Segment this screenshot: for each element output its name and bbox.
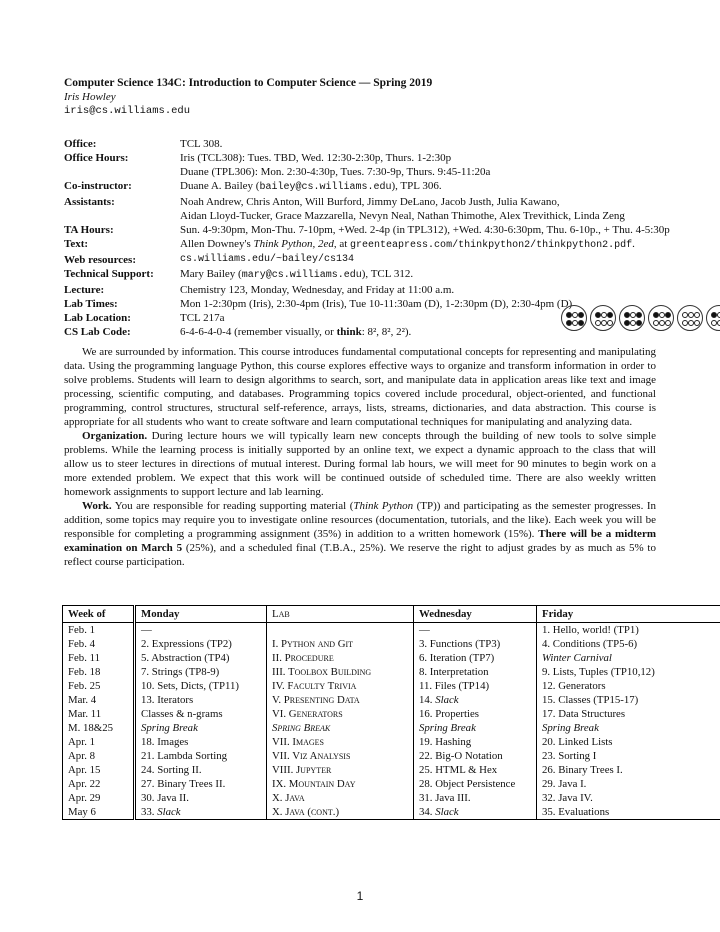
cell-mon: 30. Java II. bbox=[135, 791, 267, 805]
table-row bbox=[63, 791, 720, 805]
column-header: Friday bbox=[537, 606, 720, 623]
info-label: Lab Times: bbox=[64, 298, 118, 310]
table-row bbox=[63, 693, 720, 707]
info-label: Technical Support: bbox=[64, 268, 154, 280]
cell-mon bbox=[135, 805, 267, 820]
cell-mon: 5. Abstraction (TP4) bbox=[135, 651, 267, 665]
cell-week: Feb. 11 bbox=[63, 651, 135, 665]
text: Slack bbox=[435, 806, 459, 818]
info-label: Assistants: bbox=[64, 196, 115, 208]
info-label: Lecture: bbox=[64, 284, 105, 296]
info-web bbox=[64, 253, 720, 267]
info-office-hours bbox=[64, 151, 720, 165]
text: (25%), and a scheduled final (T.B.A., 25%). We reserve the right to adjust grades by as much as 5% to reflect course participation. bbox=[64, 542, 656, 568]
cell-fri: 12. Generators bbox=[542, 680, 606, 692]
table-row bbox=[63, 749, 720, 763]
info-label: Office Hours: bbox=[64, 152, 129, 164]
cell-fri: 29. Java I. bbox=[542, 778, 587, 790]
text: 14. bbox=[419, 694, 436, 706]
cell-lab: VII. Viz Analysis bbox=[267, 749, 414, 763]
cell-week: M. 18&25 bbox=[63, 721, 135, 735]
info-label: Lab Location: bbox=[64, 312, 131, 324]
dot bbox=[607, 312, 613, 318]
cell-wed: 16. Properties bbox=[414, 707, 537, 721]
cell-week: Apr. 29 bbox=[63, 791, 135, 805]
work-paragraph bbox=[64, 499, 656, 569]
cell-mon: 21. Lambda Sorting bbox=[135, 749, 267, 763]
lab-code-die bbox=[619, 305, 645, 331]
column-header: Week of bbox=[63, 606, 135, 623]
cell-mon: 10. Sets, Dicts, (TP11) bbox=[135, 679, 267, 693]
dot bbox=[607, 320, 613, 326]
paragraph-heading: Organization. bbox=[82, 430, 148, 442]
paragraph-heading: Work. bbox=[82, 500, 112, 512]
cell-week: Apr. 22 bbox=[63, 777, 135, 791]
instructor-name: Iris Howley bbox=[64, 91, 116, 103]
column-header: Monday bbox=[135, 606, 267, 623]
cell-mon: Spring Break bbox=[135, 721, 267, 735]
coinstructor-email[interactable]: bailey@cs.williams.edu bbox=[259, 182, 392, 193]
info-value: Chemistry 123, Monday, Wednesday, and Friday at 11:00 a.m. bbox=[180, 284, 455, 296]
lab-code-die bbox=[648, 305, 674, 331]
midterm-notice: There will be a midterm examination on March 5 bbox=[64, 528, 656, 554]
cell-fri: 23. Sorting I bbox=[542, 750, 597, 762]
schedule-header-row bbox=[63, 606, 720, 623]
text: . bbox=[632, 238, 635, 250]
info-value: Aidan Lloyd-Tucker, Grace Mazzarella, Nevyn Neal, Nathan Thimothe, Alex Trevithick, Linda Zeng bbox=[180, 210, 625, 222]
text: think bbox=[336, 326, 362, 338]
cell-fri: 1. Hello, world! (TP1) bbox=[542, 624, 639, 636]
cell-week: May 6 bbox=[63, 805, 135, 820]
cell-lab bbox=[267, 623, 414, 638]
info-tech-support bbox=[64, 267, 720, 283]
cell-mon: 2. Expressions (TP2) bbox=[135, 637, 267, 651]
cell-week: Feb. 4 bbox=[63, 637, 135, 651]
info-label: Co-instructor: bbox=[64, 180, 132, 192]
info-value: Duane (TPL306): Mon. 2:30-4:30p, Tues. 7:30-9p, Thurs. 9:45-11:20a bbox=[180, 166, 491, 178]
book-title: Think Python, 2ed bbox=[253, 238, 334, 250]
table-row bbox=[63, 637, 720, 651]
cell-fri: 20. Linked Lists bbox=[542, 736, 613, 748]
table-row bbox=[63, 707, 720, 721]
dot bbox=[636, 312, 642, 318]
info-value: TCL 217a bbox=[180, 312, 225, 324]
table-row bbox=[63, 665, 720, 679]
cell-wed: 11. Files (TP14) bbox=[414, 679, 537, 693]
info-lecture bbox=[64, 283, 720, 297]
lab-code-die bbox=[561, 305, 587, 331]
cell-week: Feb. 1 bbox=[63, 623, 135, 638]
cell-wed bbox=[414, 693, 537, 707]
text: 34. bbox=[419, 806, 436, 818]
text: Duane A. Bailey ( bbox=[180, 180, 260, 192]
cell-week: Apr. 8 bbox=[63, 749, 135, 763]
cell-mon: 18. Images bbox=[135, 735, 267, 749]
info-assistants bbox=[64, 195, 720, 209]
cell-fri: 9. Lists, Tuples (TP10,12) bbox=[542, 666, 655, 678]
book-title: Think Python bbox=[353, 500, 414, 512]
info-label: Web resources: bbox=[64, 254, 136, 266]
cell-mon: 27. Binary Trees II. bbox=[135, 777, 267, 791]
info-label: Office: bbox=[64, 138, 97, 150]
column-header: Wednesday bbox=[414, 606, 537, 623]
dot bbox=[665, 312, 671, 318]
info-value: Iris (TCL308): Tues. TBD, Wed. 12:30-2:30p, Thurs. 1-2:30p bbox=[180, 152, 452, 164]
column-header: Lab bbox=[267, 606, 414, 623]
table-row bbox=[63, 679, 720, 693]
cell-week: Feb. 25 bbox=[63, 679, 135, 693]
info-value: Noah Andrew, Chris Anton, Will Burford, Jimmy DeLano, Jacob Justh, Julia Kawano, bbox=[180, 196, 560, 208]
cell-wed: 28. Object Persistence bbox=[414, 777, 537, 791]
lab-code-die bbox=[677, 305, 703, 331]
cell-lab: III. Toolbox Building bbox=[267, 665, 414, 679]
text: Slack bbox=[435, 694, 459, 706]
info-ta-hours bbox=[64, 223, 720, 237]
course-description bbox=[64, 345, 656, 569]
text: : 8², 8², 2²). bbox=[361, 326, 412, 338]
cell-wed bbox=[414, 805, 537, 820]
text: During lecture hours we will typically learn new concepts through the building of new tools to solve simple problems. While the learning process is initially supported by an online text, we expect a dynamic approach to the class that will allow us to steer lectures in directions of mutual interest. During formal lab hours, we will meet for 90 minutes to begin work on a more extended problem. We expect that this work will be continued outside of scheduled time. There are also weekly written homework assignments to support lecture and lab learning. bbox=[64, 430, 656, 498]
cell-mon: 13. Iterators bbox=[135, 693, 267, 707]
organization-paragraph bbox=[64, 429, 656, 499]
intro-paragraph: We are surrounded by information. This course introduces fundamental computational concepts for representing and manipulating data. Using the programming language Python, this course explores effective ways to organize and transform information in order to solve problems. Students will learn to design algorithms to search, sort, and manipulate data in application areas like text and image processing, scientific computing, and databases. Programming topics covered include procedural, object-oriented, and functional programming, control structures, structural self-reference, arrays, lists, streams, dictionaries, and data abstraction. This course is appropriate for all students who want to create software and learn computational techniques for manipulating and analyzing data. bbox=[64, 346, 656, 428]
text: Mary Bailey ( bbox=[180, 268, 242, 280]
lab-code-die bbox=[590, 305, 616, 331]
cell-fri: 35. Evaluations bbox=[537, 805, 720, 820]
instructor-email[interactable]: iris@cs.williams.edu bbox=[64, 105, 191, 117]
cell-lab: VIII. Jupyter bbox=[267, 763, 414, 777]
cell-week: Mar. 11 bbox=[63, 707, 135, 721]
dot bbox=[636, 320, 642, 326]
cell-fri: 17. Data Structures bbox=[542, 708, 626, 720]
text: ), TCL 312. bbox=[361, 268, 414, 280]
text: You are responsible for reading supporting material ( bbox=[111, 500, 354, 512]
cell-mon: Classes & n-grams bbox=[135, 707, 267, 721]
text-url[interactable]: greenteapress.com/thinkpython2/thinkpython2.pdf bbox=[350, 240, 633, 251]
schedule-table bbox=[62, 605, 720, 820]
cell-lab: Spring Break bbox=[267, 721, 414, 735]
lab-code-die bbox=[706, 305, 720, 331]
table-row bbox=[63, 721, 720, 735]
cell-wed: 25. HTML & Hex bbox=[414, 763, 537, 777]
cell-week: Apr. 15 bbox=[63, 763, 135, 777]
web-url[interactable]: cs.williams.edu/~bailey/cs134 bbox=[180, 254, 355, 265]
info-assistants-2 bbox=[64, 209, 720, 223]
info-office-hours-2 bbox=[64, 165, 720, 179]
cell-fri: 15. Classes (TP15-17) bbox=[542, 694, 639, 706]
info-label: CS Lab Code: bbox=[64, 326, 131, 338]
page-number: 1 bbox=[356, 889, 364, 903]
cell-fri: 26. Binary Trees I. bbox=[542, 764, 623, 776]
cell-wed: 31. Java III. bbox=[414, 791, 537, 805]
cell-mon: — bbox=[135, 623, 267, 638]
cell-fri: 32. Java IV. bbox=[542, 792, 593, 804]
dot bbox=[665, 320, 671, 326]
table-row bbox=[63, 623, 720, 638]
cell-wed: 19. Hashing bbox=[414, 735, 537, 749]
table-row bbox=[63, 777, 720, 791]
info-label: TA Hours: bbox=[64, 224, 114, 236]
cell-wed: 3. Functions (TP3) bbox=[414, 637, 537, 651]
info-value: Mon 1-2:30pm (Iris), 2:30-4pm (Iris), Tue 10-11:30am (D), 1-2:30pm (D), 2:30-4pm (D) bbox=[180, 298, 573, 310]
info-value bbox=[180, 325, 411, 339]
schedule-body bbox=[63, 623, 720, 820]
lab-code-dice bbox=[561, 305, 720, 331]
info-text bbox=[64, 237, 720, 253]
cell-wed: 8. Interpretation bbox=[414, 665, 537, 679]
cell-lab: X. Java bbox=[267, 791, 414, 805]
table-row bbox=[63, 805, 720, 820]
cell-fri: 4. Conditions (TP5-6) bbox=[542, 638, 638, 650]
info-office bbox=[64, 137, 720, 151]
info-value bbox=[180, 267, 413, 283]
info-value bbox=[180, 237, 635, 253]
text: Allen Downey's bbox=[180, 238, 254, 250]
info-value: Sun. 4-9:30pm, Mon-Thu. 7-10pm, +Wed. 2-4p (in TPL312), +Wed. 4:30-6:30pm, Thu. 6-10p., + Thu. 4-5:30p bbox=[180, 224, 670, 236]
document-header bbox=[64, 76, 664, 118]
dot bbox=[578, 320, 584, 326]
cell-lab: V. Presenting Data bbox=[267, 693, 414, 707]
cell-wed: 6. Iteration (TP7) bbox=[414, 651, 537, 665]
cell-mon: 7. Strings (TP8-9) bbox=[135, 665, 267, 679]
cell-lab: II. Procedure bbox=[267, 651, 414, 665]
text: Slack bbox=[157, 806, 181, 818]
text: ), TPL 306. bbox=[391, 180, 442, 192]
cell-lab: X. Java (cont.) bbox=[267, 805, 414, 820]
dot bbox=[578, 312, 584, 318]
cell-wed: — bbox=[414, 623, 537, 638]
dot bbox=[694, 312, 700, 318]
cell-lab: I. Python and Git bbox=[267, 637, 414, 651]
text: 33. bbox=[141, 806, 158, 818]
cell-wed: Spring Break bbox=[414, 721, 537, 735]
cell-fri: Winter Carnival bbox=[542, 652, 612, 664]
dot bbox=[694, 320, 700, 326]
cell-week: Mar. 4 bbox=[63, 693, 135, 707]
table-row bbox=[63, 735, 720, 749]
cell-mon: 24. Sorting II. bbox=[135, 763, 267, 777]
course-title: Computer Science 134C: Introduction to Computer Science — Spring 2019 bbox=[64, 77, 433, 89]
cell-week: Apr. 1 bbox=[63, 735, 135, 749]
cell-week: Feb. 18 bbox=[63, 665, 135, 679]
cell-lab: VII. Images bbox=[267, 735, 414, 749]
cell-lab: IV. Faculty Trivia bbox=[267, 679, 414, 693]
cell-lab: VI. Generators bbox=[267, 707, 414, 721]
table-row bbox=[63, 651, 720, 665]
text: (TP)) and participating as the semester progresses. In addition, some topics may require you to investigate online resources (documentation, tutorials, and the like). Each week you will be responsible for completing a programming assignment (35%) in addition to a written homework (15%). bbox=[64, 500, 657, 540]
text: 6-4-6-4-0-4 (remember visually, or bbox=[180, 326, 337, 338]
tech-email[interactable]: mary@cs.williams.edu bbox=[241, 270, 362, 281]
cell-wed: 22. Big-O Notation bbox=[414, 749, 537, 763]
info-coinstructor bbox=[64, 179, 720, 195]
info-value bbox=[180, 179, 442, 195]
cell-lab: IX. Mountain Day bbox=[267, 777, 414, 791]
text: , at bbox=[333, 238, 351, 250]
info-label: Text: bbox=[64, 238, 89, 250]
info-value: TCL 308. bbox=[180, 138, 223, 150]
table-row bbox=[63, 763, 720, 777]
cell-fri: Spring Break bbox=[542, 722, 599, 734]
